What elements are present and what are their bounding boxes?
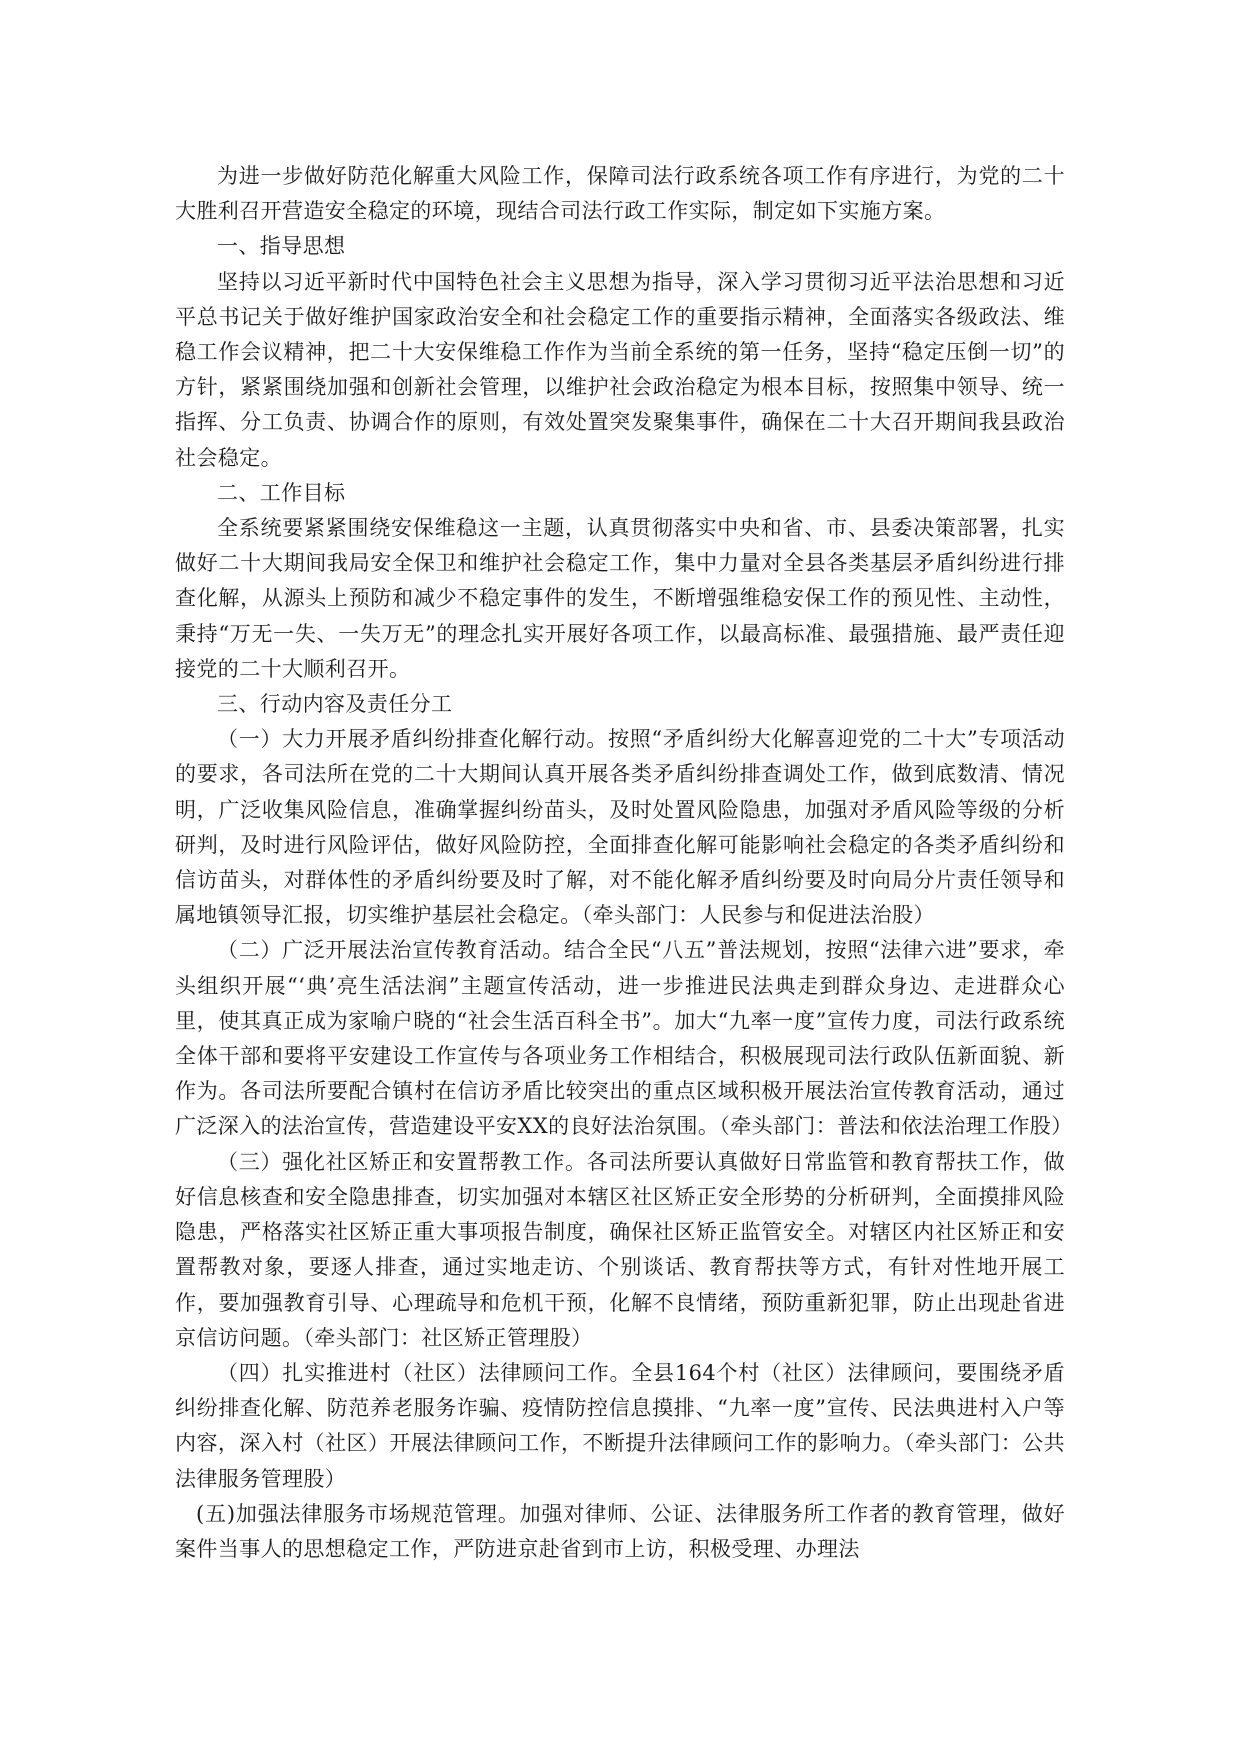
- guiding-ideology-paragraph: 坚持以习近平新时代中国特色社会主义思想为指导，深入学习贯彻习近平法治思想和习近平总书记关于做好维护国家政治安全和社会稳定工作的重要指示精神，全面落实各级政法、维稳工作会议精神，把二十大安保维稳工作作为当前全系统的第一任务，坚持“稳定压倒一切”的方针，紧紧围绕加强和创新社会管理，以维护社会政治稳定为根本目标，按照集中领导、统一指挥、分工负责、协调合作的原则，有效处置突发聚集事件，确保在二十大召开期间我县政治社会稳定。: [175, 269, 1065, 470]
- action-item-1-paragraph: （一）大力开展矛盾纠纷排查化解行动。按照“矛盾纠纷大化解喜迎党的二十大”专项活动的要求，各司法所在党的二十大期间认真开展各类矛盾纠纷排查调处工作，做到底数清、情况明，广泛收集风险信息，准确掌握纠纷苗头，及时处置风险隐患，加强对矛盾风险等级的分析研判，及时进行风险评估，做好风险防控，全面排查化解可能影响社会稳定的各类矛盾纠纷和信访苗头，对群体性的矛盾纠纷要及时了解，对不能化解矛盾纠纷要及时向局分片责任领导和属地镇领导汇报，切实维护基层社会稳定。（牵头部门：人民参与和促进法治股）: [175, 727, 1065, 928]
- action-item-2-paragraph: （二）广泛开展法治宣传教育活动。结合全民“八五”普法规划，按照“法律六进”要求，牵头组织开展“‘典’亮生活法润”主题宣传活动，进一步推进民法典走到群众身边、走进群众心里，使其真正成为家喻户晓的“社会生活百科全书”。加大“九率一度”宣传力度，司法行政系统全体干部和要将平安建设工作宣传与各项业务工作相结合，积极展现司法行政队伍新面貌、新作为。各司法所要配合镇村在信访矛盾比较突出的重点区域积极开展法治宣传教育活动，通过广泛深入的法治宣传，营造建设平安XX的良好法治氛围。（牵头部门：普法和依法治理工作股）: [175, 938, 1073, 1139]
- intro-paragraph: 为进一步做好防范化解重大风险工作，保障司法行政系统各项工作有序进行，为党的二十大胜利召开营造安全稳定的环境，现结合司法行政工作实际，制定如下实施方案。: [175, 164, 1065, 224]
- action-item-5-paragraph: (五)加强法律服务市场规范管理。加强对律师、公证、法律服务所工作者的教育管理，做好案件当事人的思想稳定工作，严防进京赴省到市上访，积极受理、办理法: [175, 1501, 1065, 1561]
- section-heading-work-goals: 二、工作目标: [217, 480, 346, 505]
- action-item-4-paragraph: （四）扎实推进村（社区）法律顾问工作。全县164个村（社区）法律顾问，要围绕矛盾纠纷排查化解、防范养老服务诈骗、疫情防控信息摸排、“九率一度”宣传、民法典进村入户等内容，深入村（社区）开展法律顾问工作，不断提升法律顾问工作的影响力。（牵头部门：公共法律服务管理股）: [175, 1360, 1065, 1491]
- work-goals-paragraph: 全系统要紧紧围绕安保维稳这一主题，认真贯彻落实中央和省、市、县委决策部署，扎实做好二十大期间我局安全保卫和维护社会稳定工作，集中力量对全县各类基层矛盾纠纷进行排查化解，从源头上预防和减少不稳定事件的发生，不断增强维稳安保工作的预见性、主动性，秉持“万无一失、一失万无”的理念扎实开展好各项工作，以最高标准、最强措施、最严责任迎接党的二十大顺利召开。: [175, 516, 1065, 681]
- action-item-3-paragraph: （三）强化社区矫正和安置帮教工作。各司法所要认真做好日常监管和教育帮扶工作，做好信息核查和安全隐患排查，切实加强对本辖区社区矫正安全形势的分析研判，全面摸排风险隐患，严格落实社区矫正重大事项报告制度，确保社区矫正监管安全。对辖区内社区矫正和安置帮教对象，要逐人排查，通过实地走访、个别谈话、教育帮扶等方式，有针对性地开展工作，要加强教育引导、心理疏导和危机干预，化解不良情绪，预防重新犯罪，防止出现赴省进京信访问题。（牵头部门：社区矫正管理股）: [175, 1149, 1065, 1350]
- section-heading-actions: 三、行动内容及责任分工: [217, 692, 453, 717]
- section-heading-guiding-ideology: 一、指导思想: [217, 234, 346, 259]
